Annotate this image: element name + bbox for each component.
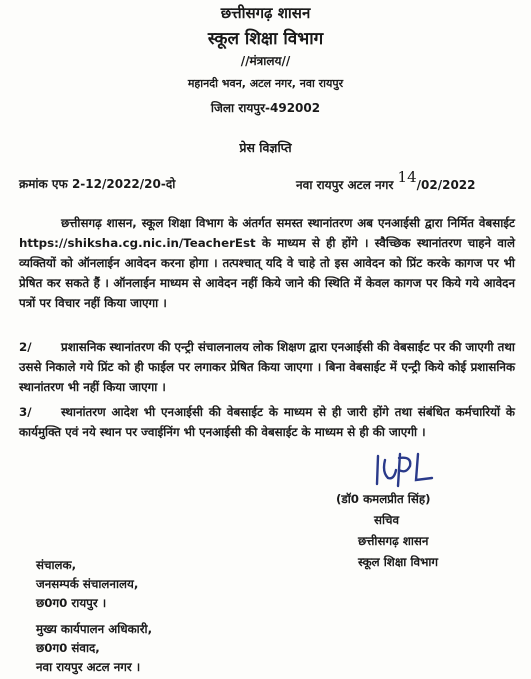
header-address: महानदी भवन, अटल नगर, नवा रायपुर	[187, 77, 344, 90]
paragraph-1-text: छत्तीसगढ़ शासन, स्कूल शिक्षा विभाग के अंतर्गत समस्त स्थानांतरण अब एनआईसी द्वारा निर्मित वेबसाईट https://shiksha.cg.nic.in/TeacherEst के माध्यम से ही होंगे । स्वैच्छिक स्थानांतरण चाहने वाले व्यक्तियों को ऑनलाईन आवेदन करना होगा । तत्पश्चात् यदि वे चाहे तो इस आवेदन को प्रिंट करके कागज पर भी प्रेषित कर सकते हैं । ऑनलाईन माध्यम से आवेदन नहीं किये जाने की स्थिति में केवल कागज पर किये गये आवेदन पत्रों पर विचार नहीं किया जाएगा ।	[19, 216, 515, 310]
recipient-1-line-1: संचालक,	[36, 558, 77, 572]
header-government: छत्तीसगढ़ शासन	[220, 4, 311, 22]
header-ministry: //मंत्रालय//	[240, 54, 291, 68]
header-department: स्कूल शिक्षा विभाग	[207, 29, 324, 49]
reference-date	[296, 168, 476, 193]
recipient-2-line-3: नवा रायपुर अटल नगर ।	[36, 660, 141, 674]
signatory-office-2: स्कूल शिक्षा विभाग	[358, 555, 439, 569]
reference-date-rest: /02/2022	[416, 178, 476, 192]
recipient-1-line-3: छ0ग0 रायपुर ।	[36, 596, 107, 610]
header-district: जिला रायपुर-492002	[210, 101, 321, 115]
signatory-office-1: छत्तीसगढ़ शासन	[358, 534, 429, 548]
paragraph-2-number: 2/	[19, 340, 32, 354]
paragraph-3-number: 3/	[19, 405, 32, 419]
handwritten-signature-icon	[372, 450, 436, 490]
recipient-2-line-1: मुख्य कार्यपालन अधिकारी,	[36, 622, 153, 636]
reference-place: नवा रायपुर अटल नगर	[296, 178, 394, 192]
paragraph-1	[19, 213, 515, 313]
paragraph-3	[19, 402, 515, 442]
page-title: प्रेस विज्ञप्ति	[239, 140, 292, 155]
recipient-1	[36, 556, 138, 613]
recipient-2	[36, 620, 152, 677]
reference-number: क्रमांक एफ 2-12/2022/20-दो	[19, 177, 176, 191]
recipient-2-line-2: छ0ग0 संवाद,	[36, 641, 100, 655]
paragraph-2	[19, 337, 515, 397]
recipient-1-line-2: जनसम्पर्क संचालनालय,	[36, 577, 139, 591]
signatory-name: (डॉ0 कमलप्रीत सिंह)	[336, 492, 431, 506]
handwritten-day: 14	[397, 168, 417, 186]
paragraph-3-text: स्थानांतरण आदेश भी एनआईसी की वेबसाईट के माध्यम से ही जारी होंगे तथा संबंधित कर्मचारियों के कार्यमुक्ति एवं नये स्थान पर ज्वाईनिंग भी एनआईसी की वेबसाईट के माध्यम से ही की जाएगी ।	[19, 405, 515, 439]
signatory-designation: सचिव	[374, 513, 400, 527]
paragraph-2-text: प्रशासनिक स्थानांतरण की एन्ट्री संचालनालय लोक शिक्षण द्वारा एनआईसी की वेबसाईट पर की जाएगी तथा उससे निकाले गये प्रिंट को ही फाईल पर लगाकर प्रेषित किया जाएगा । बिना वेबसाईट में एन्ट्री किये कोई प्रशासनिक स्थानांतरण भी नहीं किया जाएगा ।	[19, 340, 515, 394]
